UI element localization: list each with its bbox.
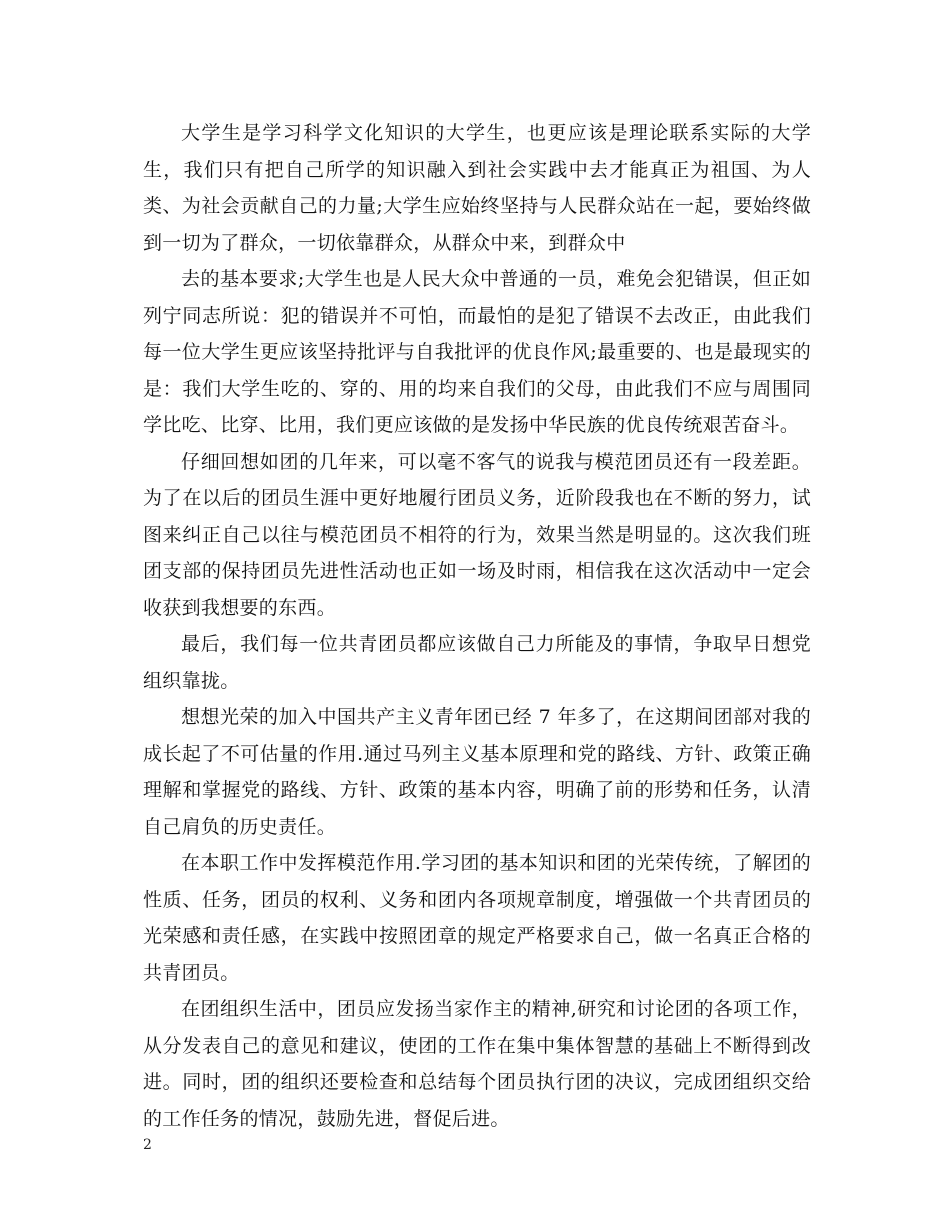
paragraph-4: 最后，我们每一位共青团员都应该做自己力所能及的事情，争取早日想党组织靠拢。 — [143, 633, 811, 692]
paragraph-5: 想想光荣的加入中国共产主义青年团已经 7 年多了，在这期间团部对我的成长起了不可估量的作用.通过马列主义基本原理和党的路线、方针、政策正确理解和掌握党的路线、方针、政策的基本内容，明确了前的形势和任务，认清自己肩负的历史责任。 — [143, 706, 811, 838]
paragraph-7: 在团组织生活中，团员应发扬当家作主的精神,研究和讨论团的各项工作，从分发表自己的意见和建议，使团的工作在集中集体智慧的基础上不断得到改进。同时，团的组织还要检查和总结每个团员执行团的决议，完成团组织交给的工作任务的情况，鼓励先进，督促后进。 — [143, 998, 811, 1130]
page-number: 2 — [143, 1137, 152, 1153]
document-body — [143, 115, 811, 1137]
paragraph-3: 仔细回想如团的几年来，可以毫不客气的说我与模范团员还有一段差距。为了在以后的团员生涯中更好地履行团员义务，近阶段我也在不断的努力，试图来纠正自己以往与模范团员不相符的行为，效果当然是明显的。这次我们班团支部的保持团员先进性活动也正如一场及时雨，相信我在这次活动中一定会收获到我想要的东西。 — [143, 450, 811, 619]
paragraph-1: 大学生是学习科学文化知识的大学生，也更应该是理论联系实际的大学生，我们只有把自己所学的知识融入到社会实践中去才能真正为祖国、为人类、为社会贡献自己的力量;大学生应始终坚持与人民群众站在一起，要始终做到一切为了群众，一切依靠群众，从群众中来，到群众中 — [143, 122, 811, 254]
paragraph-2: 去的基本要求;大学生也是人民大众中普通的一员，难免会犯错误，但正如列宁同志所说：犯的错误并不可怕，而最怕的是犯了错误不去改正，由此我们每一位大学生更应该坚持批评与自我批评的优良作风;最重要的、也是最现实的是：我们大学生吃的、穿的、用的均来自我们的父母，由此我们不应与周围同学比吃、比穿、比用，我们更应该做的是发扬中华民族的优良传统艰苦奋斗。 — [143, 268, 811, 436]
paragraph-6: 在本职工作中发挥模范作用.学习团的基本知识和团的光荣传统，了解团的性质、任务，团员的权利、义务和团内各项规章制度，增强做一个共青团员的光荣感和责任感，在实践中按照团章的规定严格要求自己，做一名真正合格的共青团员。 — [143, 852, 811, 984]
